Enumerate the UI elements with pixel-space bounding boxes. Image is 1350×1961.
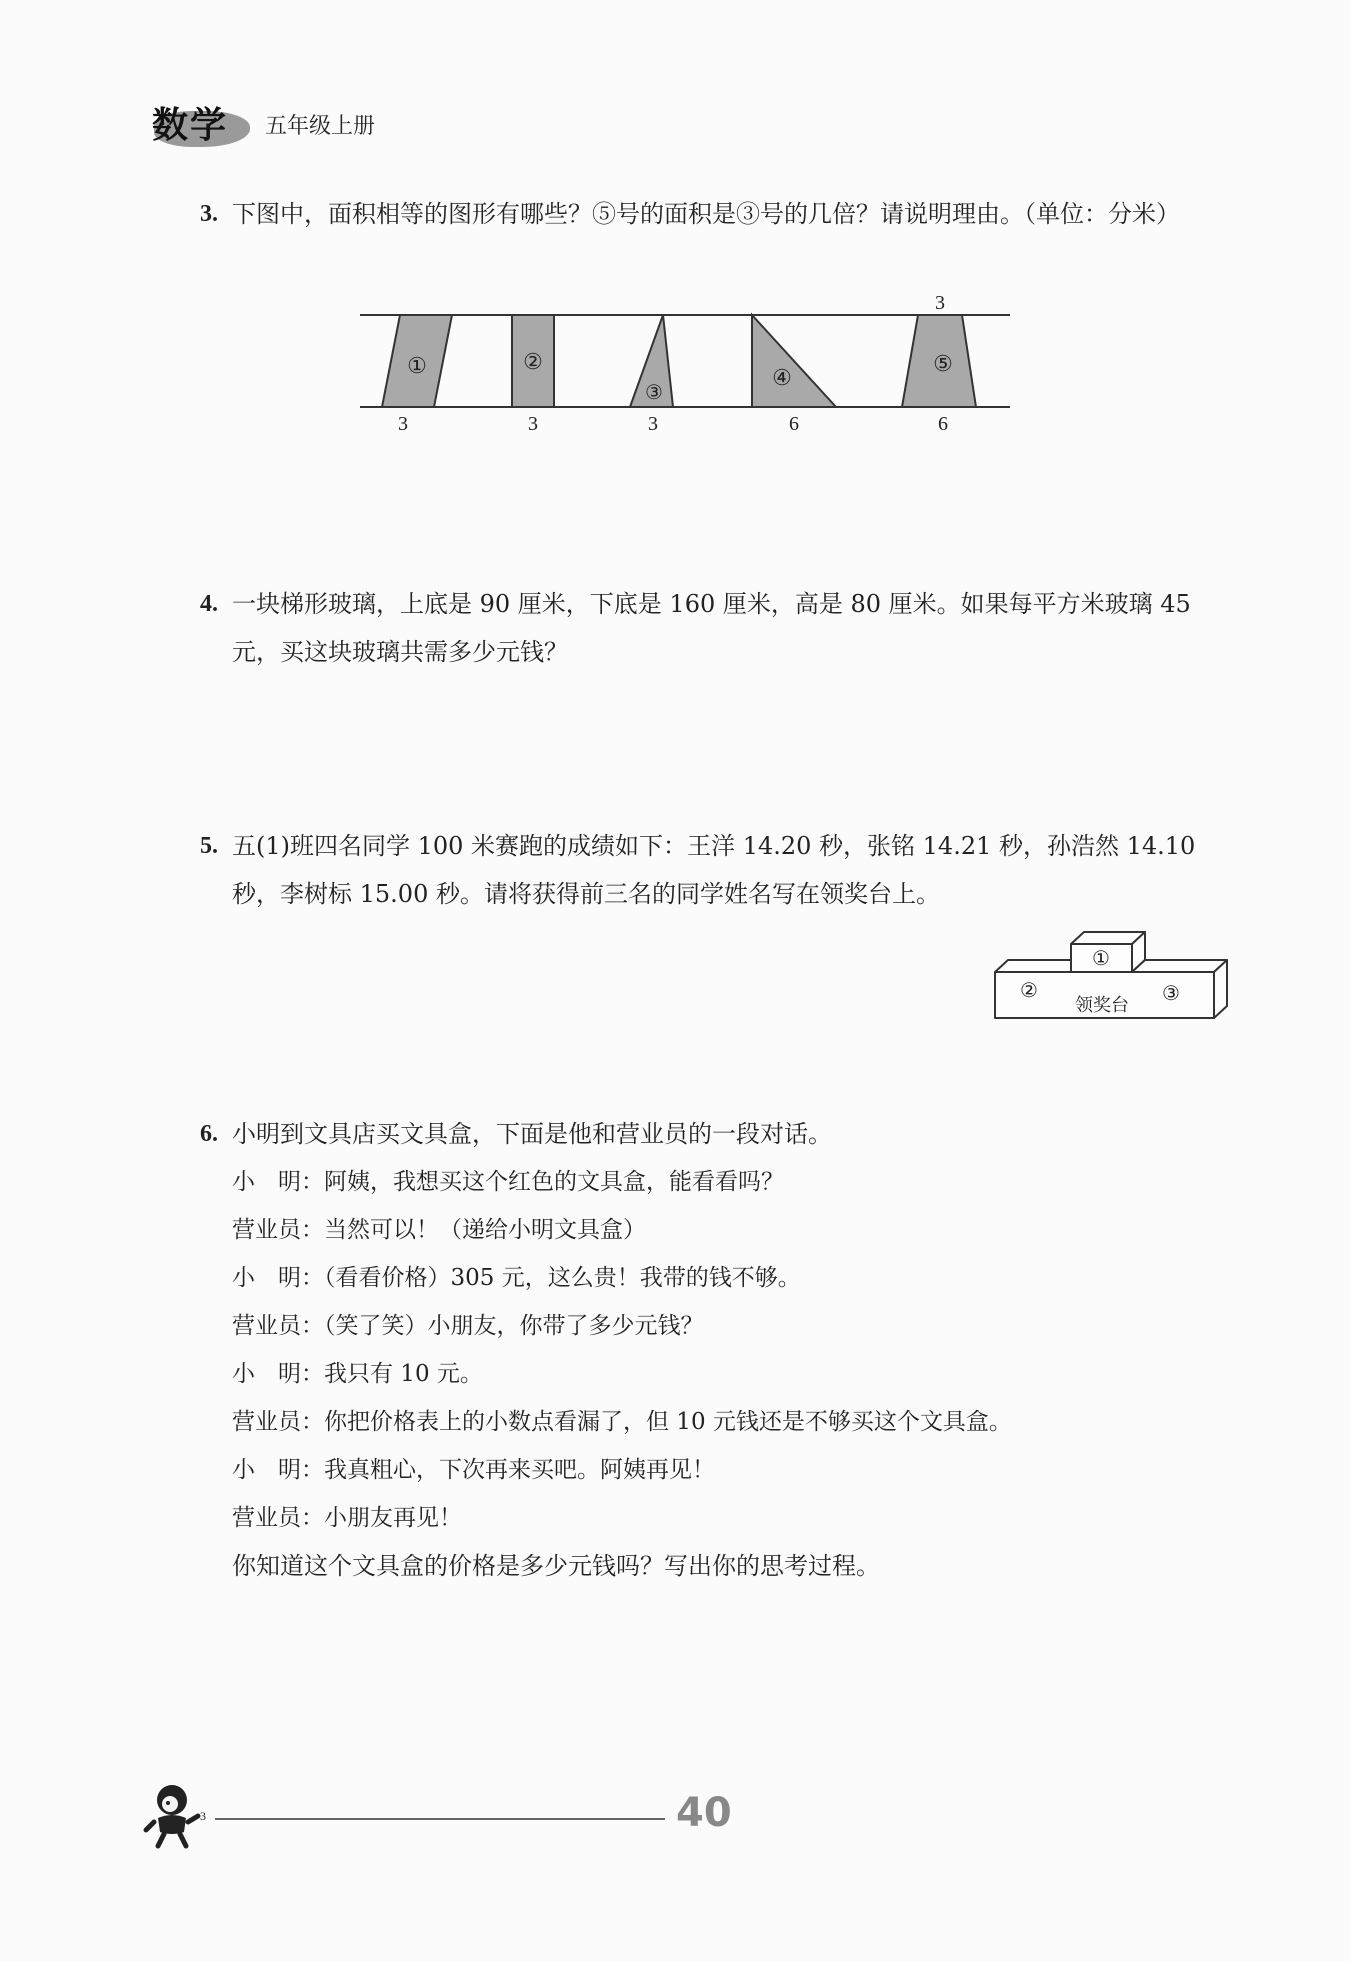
dialogue-line: 营业员：小朋友再见！ (232, 1505, 462, 1531)
question-number: 4. (200, 591, 218, 617)
podium-first-label: ① (1092, 948, 1110, 970)
podium-second-label: ② (1020, 980, 1038, 1002)
dialogue-line: 小 明：我只有 10 元。 (232, 1361, 483, 1387)
shape-label-4: ④ (772, 365, 792, 390)
dialogue-line: 营业员：当然可以！（递给小明文具盒） (232, 1217, 646, 1243)
shapes-figure (350, 285, 1020, 445)
shape-label-3: ③ (645, 382, 663, 404)
svg-text:3: 3 (200, 1809, 206, 1823)
question-3 (200, 190, 1230, 238)
dialogue-line: 小 明：（看看价格）305 元，这么贵！我带的钱不够。 (232, 1265, 801, 1291)
question-number: 6. (200, 1121, 218, 1147)
question-5 (200, 822, 1230, 918)
base-label-1: 3 (398, 413, 408, 435)
award-podium-figure (985, 920, 1235, 1030)
question-prompt: 你知道这个文具盒的价格是多少元钱吗？写出你的思考过程。 (232, 1552, 880, 1580)
question-4 (200, 580, 1230, 676)
shape-4-triangle (752, 315, 836, 407)
subject-title: 数学 (152, 105, 229, 146)
dialogue-line: 小 明：阿姨，我想买这个红色的文具盒，能看看吗？ (232, 1169, 784, 1195)
shape-label-1: ① (407, 353, 427, 378)
question-number: 5. (200, 833, 218, 859)
grade-label: 五年级上册 (265, 114, 376, 139)
dialogue-line: 营业员：（笑了笑）小朋友，你带了多少元钱？ (232, 1313, 704, 1339)
shape-label-2: ② (523, 349, 543, 374)
question-intro: 小明到文具店买文具盒，下面是他和营业员的一段对话。 (232, 1120, 832, 1148)
dialogue (232, 1158, 1232, 1590)
top-length-label: 3 (935, 292, 945, 314)
podium-third-top (1132, 960, 1227, 972)
page-number: 40 (676, 1790, 732, 1836)
subject-badge (150, 101, 250, 145)
base-label-3: 3 (648, 413, 658, 435)
base-label-5: 6 (938, 413, 948, 435)
question-text: 五(1)班四名同学 100 米赛跑的成绩如下：王洋 14.20 秒，张铭 14.21 秒，孙浩然 14.10 秒，李树标 15.00 秒。请将获得前三名的同学姓名写在领奖台上。 (232, 832, 1196, 908)
podium-third-label: ③ (1162, 983, 1180, 1005)
question-text: 一块梯形玻璃，上底是 90 厘米，下底是 160 厘米，高是 80 厘米。如果每平方米玻璃 45 元，买这块玻璃共需多少元钱？ (232, 590, 1191, 666)
shape-label-5: ⑤ (933, 351, 953, 376)
podium-caption: 领奖台 (1075, 995, 1129, 1016)
base-label-2: 3 (528, 413, 538, 435)
question-6 (200, 1110, 1230, 1158)
dialogue-line: 小 明：我真粗心，下次再来买吧。阿姨再见！ (232, 1457, 715, 1483)
mascot-icon (140, 1780, 215, 1850)
question-number: 3. (200, 201, 218, 227)
question-text: 下图中，面积相等的图形有哪些？⑤号的面积是③号的几倍？请说明理由。（单位：分米） (232, 200, 1180, 228)
footer-rule (215, 1818, 665, 1820)
base-label-4: 6 (789, 413, 799, 435)
dialogue-line: 营业员：你把价格表上的小数点看漏了，但 10 元钱还是不够买这个文具盒。 (232, 1409, 1012, 1435)
